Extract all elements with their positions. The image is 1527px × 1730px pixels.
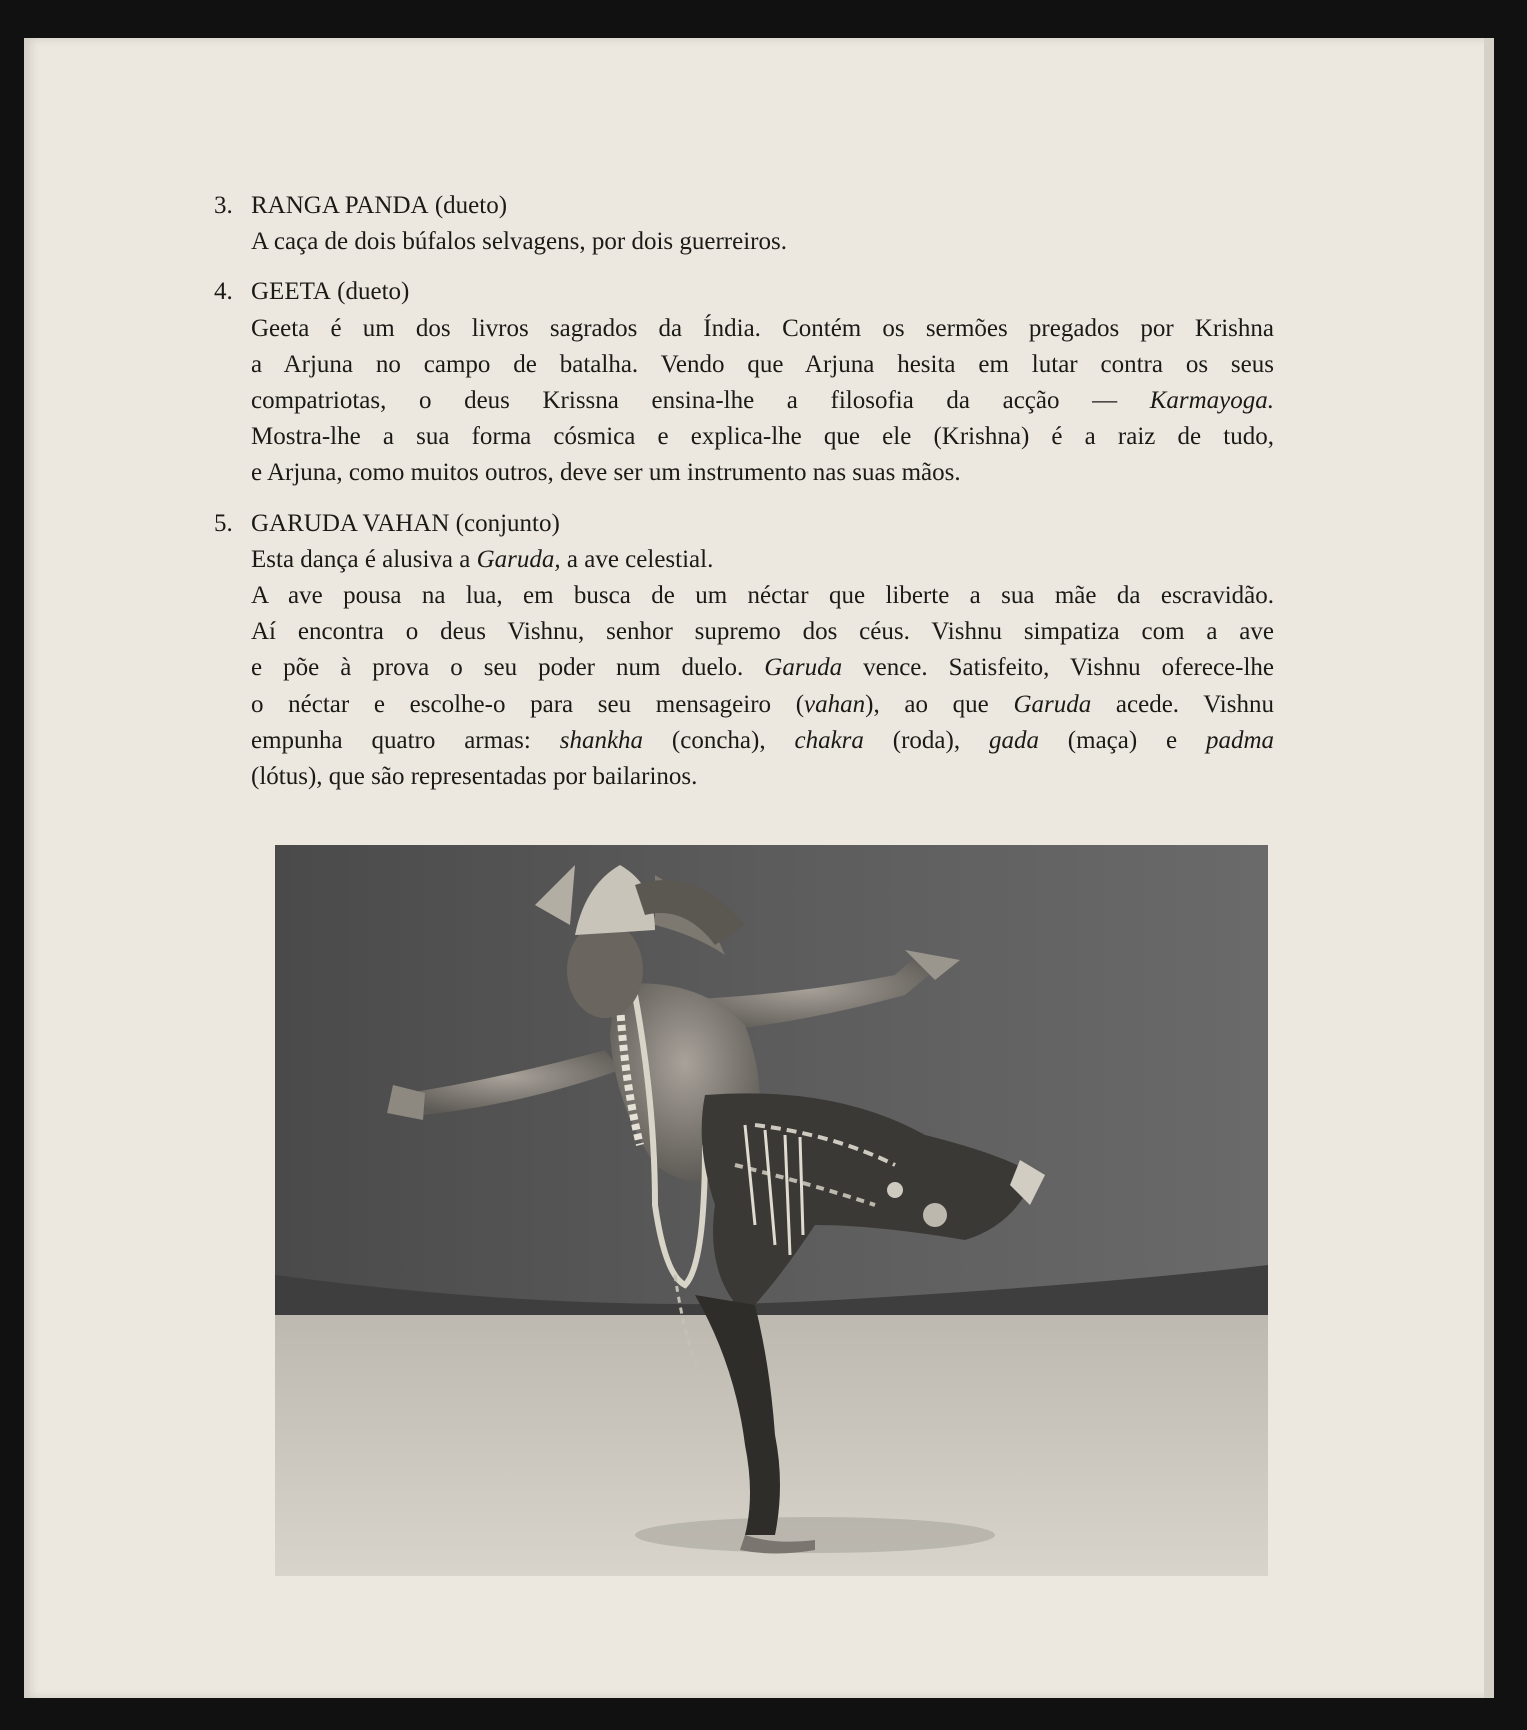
item-title-suffix: (conjunto) — [455, 509, 560, 537]
item-body — [214, 224, 1274, 260]
italic-term: Garuda, — [476, 545, 561, 573]
body-text: (concha), — [671, 726, 766, 754]
list-item-garuda-vahan — [214, 506, 1274, 796]
body-line: A caça de dois búfalos selvagens, por dois guerreiros. — [251, 228, 787, 256]
italic-term: Garuda — [764, 654, 843, 682]
body-text: (roda), — [892, 726, 961, 754]
italic-term: chakra — [794, 726, 864, 754]
book-page — [24, 38, 1494, 1698]
dancer-photo — [275, 845, 1268, 1576]
italic-term: vahan — [804, 690, 866, 718]
list-item-geeta — [214, 274, 1274, 491]
item-title — [214, 274, 1274, 310]
body-line — [251, 542, 1274, 578]
text-block — [214, 188, 1274, 809]
body-line: a Arjuna no campo de batalha. Vendo que Arjuna hesita em lutar contra os seus — [251, 350, 1274, 378]
body-line: Geeta é um dos livros sagrados da Índia. Contém os sermões pregados por Krishna — [251, 314, 1274, 342]
body-text: ), ao que — [865, 690, 989, 718]
body-text: empunha quatro armas: — [251, 726, 531, 754]
italic-term: Garuda — [1013, 690, 1092, 718]
body-text: acede. Vishnu — [1115, 690, 1274, 718]
italic-term: Karmayoga. — [1149, 387, 1274, 415]
body-line — [251, 650, 1274, 686]
page-edge — [1484, 38, 1494, 1698]
body-line — [251, 383, 1274, 419]
item-title — [214, 188, 1274, 224]
item-number: 3. — [214, 192, 233, 219]
item-body — [214, 311, 1274, 492]
body-line: e Arjuna, como muitos outros, deve ser um instrumento nas suas mãos. — [251, 459, 961, 487]
item-title-text: GEETA — [251, 278, 331, 306]
item-title-suffix: (dueto) — [337, 278, 410, 306]
body-text: o néctar e escolhe-o para seu mensageiro ( — [251, 690, 805, 718]
body-text: Esta dança é alusiva a — [251, 545, 471, 573]
dancer-photo-icon — [275, 845, 1268, 1576]
body-line: A ave pousa na lua, em busca de um néctar que liberte a sua mãe da escravidão. — [251, 582, 1274, 610]
body-line: (lótus), que são representadas por bailarinos. — [251, 763, 698, 791]
body-text: vence. Satisfeito, Vishnu oferece-lhe — [863, 654, 1275, 682]
italic-term: shankha — [559, 726, 644, 754]
body-text: (maça) e — [1067, 726, 1178, 754]
italic-term: padma — [1206, 726, 1275, 754]
body-line: Aí encontra o deus Vishnu, senhor supremo dos céus. Vishnu simpatiza com a ave — [251, 618, 1274, 646]
body-line: Mostra-lhe a sua forma cósmica e explica-lhe que ele (Krishna) é a raiz de tudo, — [251, 423, 1274, 451]
item-title-text: GARUDA VAHAN — [251, 509, 450, 537]
item-number: 4. — [214, 278, 233, 306]
item-body — [214, 542, 1274, 795]
item-number: 5. — [214, 509, 233, 537]
italic-term: gada — [988, 726, 1039, 754]
item-title-text: RANGA PANDA — [251, 192, 429, 219]
list-item-ranga-panda — [214, 188, 1274, 260]
item-title-suffix: (dueto) — [434, 192, 508, 219]
body-line — [251, 723, 1274, 759]
body-text: compatriotas, o deus Krissna ensina-lhe a filosofia da acção — — [251, 387, 1118, 415]
item-title — [214, 506, 1274, 542]
body-line — [251, 687, 1274, 723]
body-text: a ave celestial. — [566, 545, 714, 573]
body-text: e põe à prova o seu poder num duelo. — [251, 654, 744, 682]
